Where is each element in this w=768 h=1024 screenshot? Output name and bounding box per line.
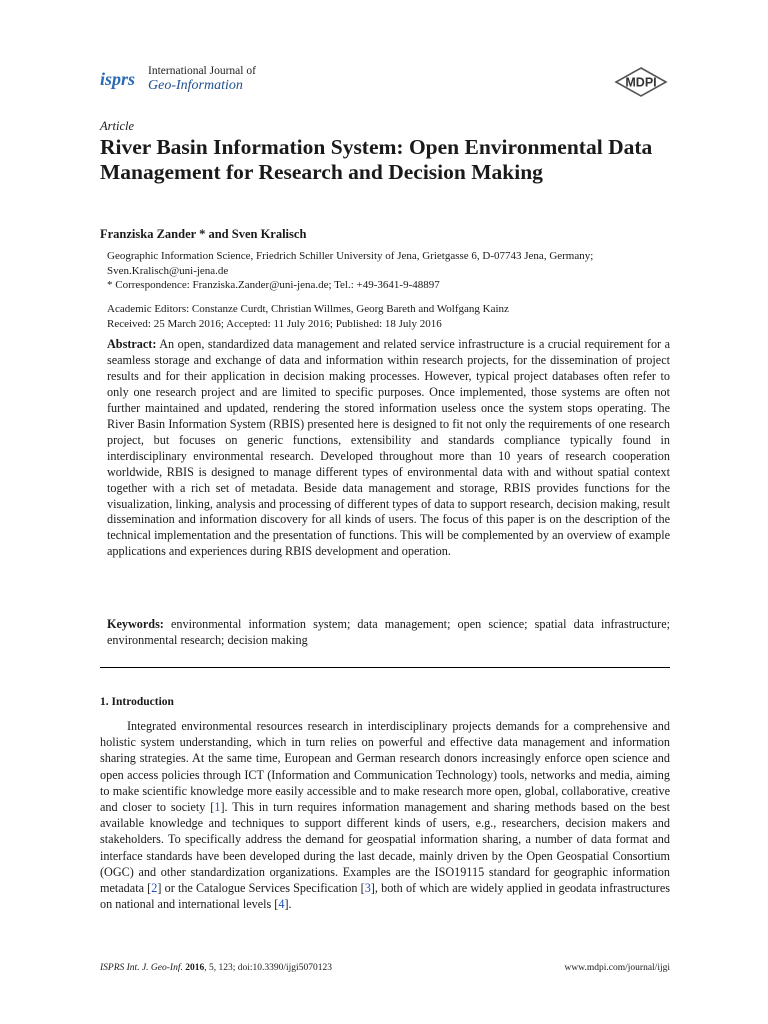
- article-type: Article: [100, 119, 135, 133]
- citation-link[interactable]: 1: [214, 800, 221, 815]
- footer-year: 2016: [185, 963, 205, 973]
- correspondence: * Correspondence: Franziska.Zander@uni-jena.de; Tel.: +49-3641-9-48897: [107, 279, 440, 291]
- journal-name-line1: International Journal of: [148, 65, 256, 77]
- introduction-paragraph: [100, 718, 670, 912]
- footer-citation: [100, 963, 332, 973]
- paper-title: River Basin Information System: Open Environmental Data Management for Research and Decision Making: [100, 135, 653, 184]
- publication-dates: Received: 25 March 2016; Accepted: 11 July 2016; Published: 18 July 2016: [107, 318, 442, 330]
- mdpi-logo-text: MDPI: [625, 75, 657, 90]
- abstract-text: An open, standardized data management and related service infrastructure is a crucial requirement for a seamless storage and exchange of data and information within research projects, for the dissemination of project results and for their application in decision making processes. However, typical project databases often refer to only one research project and are limited to specific purposes. Once implemented, those systems are often not further maintained and updated, rendering the stored information useless once the system stops operating. The River Basin Information System (RBIS) presented here is designed to fit not only the requirements of one research project, but focuses on generic functions, extensibility and standards compliance typically found in interdisciplinary environmental research. Developed throughout more than 10 years of research cooperation worldwide, RBIS is designed to manage different types of environmental data with and without spatial context together with a rich set of metadata. Beside data management and storage, RBIS provides functions for the visualization, linking, analysis and processing of different types of data to support research, decision making, result dissemination and information discovery for all kinds of users. The focus of this paper is on the description of the technical implementation and the presentation of functions. This will be complemented by an overview of example applications and experiences during RBIS development and operation.: [107, 337, 670, 559]
- isprs-logo-text: isprs: [100, 69, 136, 89]
- journal-name-line2: Geo-Information: [148, 78, 243, 93]
- keywords-text: environmental information system; data management; open science; spatial data infrastructure; environmental research; decision making: [107, 617, 670, 647]
- author-list: Franziska Zander * and Sven Kralisch: [100, 227, 307, 241]
- keywords: [107, 616, 670, 648]
- intro-text: Integrated environmental resources research in interdisciplinary projects demands for a comprehensive and holistic system understanding, which in turn relies on powerful and effective data management and information sharing strategies. At the same time, European and German research donors increasingly enforce open science and open access policies through ICT (Information and Communication Technology) tools, networks and media, aiming to make scientific knowledge more easily accessible and to make research more open, global, collaborative, creative and closer to society [: [100, 719, 670, 815]
- footer-journal-abbrev: ISPRS Int. J. Geo-Inf.: [100, 963, 183, 973]
- academic-editors: Academic Editors: Constanze Curdt, Christian Willmes, Georg Bareth and Wolfgang Kainz: [107, 303, 509, 315]
- citation-link[interactable]: 2: [151, 881, 158, 896]
- abstract-label: Abstract:: [107, 337, 157, 351]
- citation-link[interactable]: 3: [364, 881, 371, 896]
- footer-url[interactable]: www.mdpi.com/journal/ijgi: [564, 963, 670, 973]
- intro-text: ], both of which are widely applied in geodata infrastructures on national and international levels [: [100, 881, 670, 912]
- intro-text: ]. This in turn requires information management and sharing methods based on the best available knowledge and techniques to support different kinds of users, e.g., researchers, decision makers and stakeholders. To specifically address the demand for geospatial information sharing, a number of data format and interface standards have been developed during the last decade, mainly driven by the Open Geospatial Consortium (OGC) and other standardization organizations. Examples are the ISO19115 standard for geographic information metadata [: [100, 800, 671, 896]
- citation-link[interactable]: 4: [278, 897, 285, 912]
- abstract: [107, 337, 670, 560]
- section-divider: [100, 667, 670, 668]
- keywords-label: Keywords:: [107, 617, 164, 631]
- section-heading-introduction: 1. Introduction: [100, 696, 174, 708]
- intro-text: ].: [284, 897, 292, 912]
- mdpi-logo: [612, 67, 670, 97]
- affiliation: Geographic Information Science, Friedrich Schiller University of Jena, Grietgasse 6, D-07743 Jena, Germany; Sven.Kralisch@uni-jena.de: [107, 250, 594, 277]
- footer-doi: , 5, 123; doi:10.3390/ijgi5070123: [204, 963, 332, 973]
- isprs-logo: [100, 68, 146, 92]
- intro-text: ] or the Catalogue Services Specification [: [157, 881, 365, 896]
